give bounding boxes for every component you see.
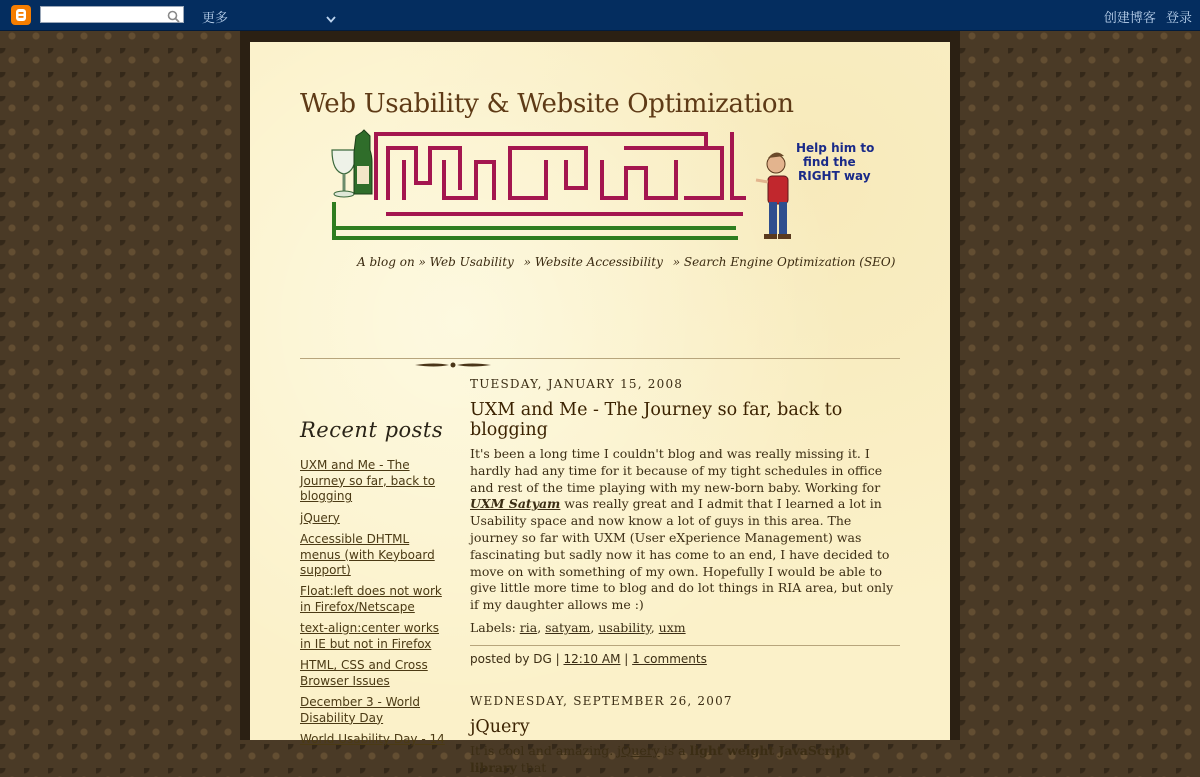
post-body-text: It is cool and amazing.	[470, 742, 618, 758]
post-labels: Labels: ria, satyam, usability, uxm	[470, 619, 686, 635]
tagline-seo: » Search Engine Optimization (SEO)	[672, 255, 896, 269]
header-divider	[300, 358, 900, 359]
label-uxm[interactable]: uxm	[658, 619, 686, 635]
post-body-text: was really great and I admit that I learned a lot in Usability space and now know a lot of guys in this area. The journey so far with UXM (User eXperience Management) was fascinating but sadly now it has come to an end, I have decided to move on with something of my own. Hopefully I would be able to give little more time to blog and do lot things in RIA area, but only if my daughter allows me :)	[470, 496, 894, 613]
svg-text:find the: find the	[803, 155, 856, 169]
label-usability[interactable]: usability	[598, 619, 651, 635]
posted-by: posted by DG	[470, 651, 552, 666]
post-body-text: It's been a long time I couldn't blog and was really missing it. I hardly had any time for it because of my tight schedules in office and rest of the time playing with my new-born baby. Working for	[470, 446, 883, 495]
main-column	[470, 377, 900, 777]
tagline-accessibility: » Website Accessibility	[523, 255, 663, 269]
post-body-bold: light weight JavaScript library	[470, 742, 851, 775]
post-footer: posted by DG | 12:10 AM | 1 comments	[470, 651, 707, 666]
blog-search-box[interactable]	[40, 6, 184, 23]
recent-post-link[interactable]: Float:left does not work in Firefox/Netscape	[300, 584, 442, 615]
blog-search-input[interactable]	[41, 12, 167, 26]
search-icon[interactable]	[167, 8, 180, 27]
maze-header-image	[326, 128, 886, 254]
post-body	[470, 743, 900, 777]
blogger-navbar	[0, 0, 1200, 31]
tagline-web-usability: A blog on » Web Usability	[357, 255, 514, 269]
sign-in-link[interactable]: 登录	[1165, 11, 1192, 26]
recent-post-link[interactable]: HTML, CSS and Cross Browser Issues	[300, 658, 428, 688]
divider-ornament-icon	[415, 354, 491, 373]
post-separator	[470, 645, 900, 646]
post-title[interactable]: jQuery	[470, 716, 530, 737]
recent-post-link[interactable]: December 3 - World Disability Day	[300, 695, 421, 725]
create-blog-link[interactable]: 创建博客	[1103, 11, 1156, 26]
post-time-link[interactable]: 12:10 AM	[563, 651, 621, 666]
post-date: TUESDAY, JANUARY 15, 2008	[470, 377, 684, 391]
recent-post-link[interactable]: text-align:center works in IE but not in Firefox	[300, 621, 440, 652]
post-date: WEDNESDAY, SEPTEMBER 26, 2007	[470, 693, 733, 708]
svg-text:Help him to: Help him to	[796, 141, 875, 155]
nav-right-links	[1098, 7, 1192, 26]
post-body	[470, 446, 900, 614]
comments-link[interactable]: 1 comments	[632, 651, 707, 666]
blog-title[interactable]: Web Usability & Website Optimization	[300, 89, 794, 119]
label-ria[interactable]: ria	[519, 619, 538, 635]
recent-post-link[interactable]: World Usability Day - 14	[300, 732, 445, 747]
jquery-link[interactable]: jQuery	[617, 742, 660, 758]
chevron-down-icon[interactable]	[326, 9, 336, 28]
svg-text:RIGHT way: RIGHT way	[798, 169, 871, 183]
blog-page	[250, 42, 950, 775]
more-menu[interactable]: 更多	[202, 11, 229, 26]
post-body-text: that	[516, 759, 547, 775]
recent-posts-list	[300, 458, 450, 753]
blog-tagline	[357, 255, 901, 269]
recent-post-link[interactable]: Accessible DHTML menus (with Keyboard support)	[300, 531, 435, 578]
recent-post-link[interactable]: UXM and Me - The Journey so far, back to blogging	[300, 458, 436, 504]
recent-post-link[interactable]: jQuery	[300, 510, 340, 525]
post-title[interactable]: UXM and Me - The Journey so far, back to blogging	[470, 400, 843, 440]
recent-posts-heading: Recent posts	[300, 418, 444, 442]
uxm-satyam-link[interactable]: UXM Satyam	[470, 496, 561, 512]
labels-title: Labels:	[470, 619, 520, 635]
post-body-text: is a	[659, 742, 690, 758]
blogger-logo-icon[interactable]	[11, 5, 31, 25]
label-satyam[interactable]: satyam	[545, 619, 591, 635]
